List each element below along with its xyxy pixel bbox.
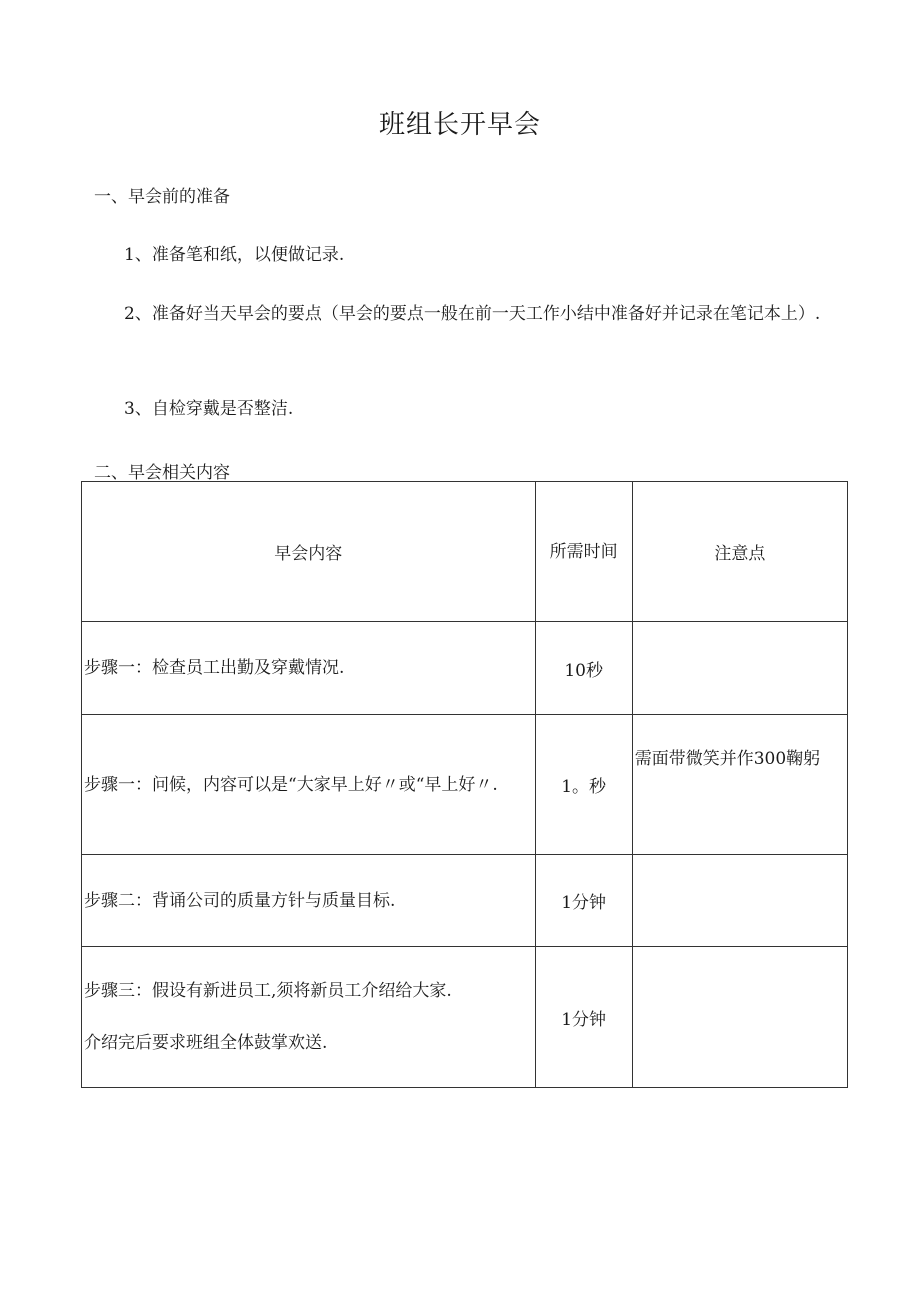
table-row	[82, 947, 848, 1088]
row-time: 10秒	[535, 622, 632, 715]
page-title: 班组长开早会	[378, 110, 541, 140]
row-content: 步骤一：问候，内容可以是“大家早上好〃或“早上好〃.	[82, 715, 536, 855]
section-heading-content: 二、早会相关内容	[94, 463, 230, 483]
table-header-row	[82, 482, 848, 622]
section-heading-preparation: 一、早会前的准备	[94, 187, 230, 207]
header-time: 所需时间	[535, 482, 632, 622]
table-row	[82, 622, 848, 715]
row-time: 1分钟	[535, 855, 632, 947]
row-note	[632, 622, 847, 715]
header-content: 早会内容	[82, 482, 536, 622]
row-content: 步骤一：检查员工出勤及穿戴情况.	[82, 622, 536, 715]
prep-item-2: 2、准备好当天早会的要点（早会的要点一般在前一天工作小结中准备好并记录在笔记本上）.	[124, 304, 821, 324]
header-note: 注意点	[632, 482, 847, 622]
row-note	[632, 855, 847, 947]
prep-item-1: 1、准备笔和纸，以便做记录.	[124, 245, 345, 265]
row-note	[632, 947, 847, 1088]
prep-item-3: 3、自检穿戴是否整洁.	[124, 399, 294, 419]
row-content: 步骤二：背诵公司的质量方针与质量目标.	[82, 855, 536, 947]
table-row	[82, 855, 848, 947]
row-content: 步骤三：假设有新进员工,须将新员工介绍给大家. 介绍完后要求班组全体鼓掌欢送.	[82, 947, 536, 1088]
row-note: 需面带微笑并作300鞠躬	[632, 715, 847, 855]
row-time: 1。秒	[535, 715, 632, 855]
table-row	[82, 715, 848, 855]
meeting-content-table	[81, 481, 848, 1088]
row-time: 1分钟	[535, 947, 632, 1088]
